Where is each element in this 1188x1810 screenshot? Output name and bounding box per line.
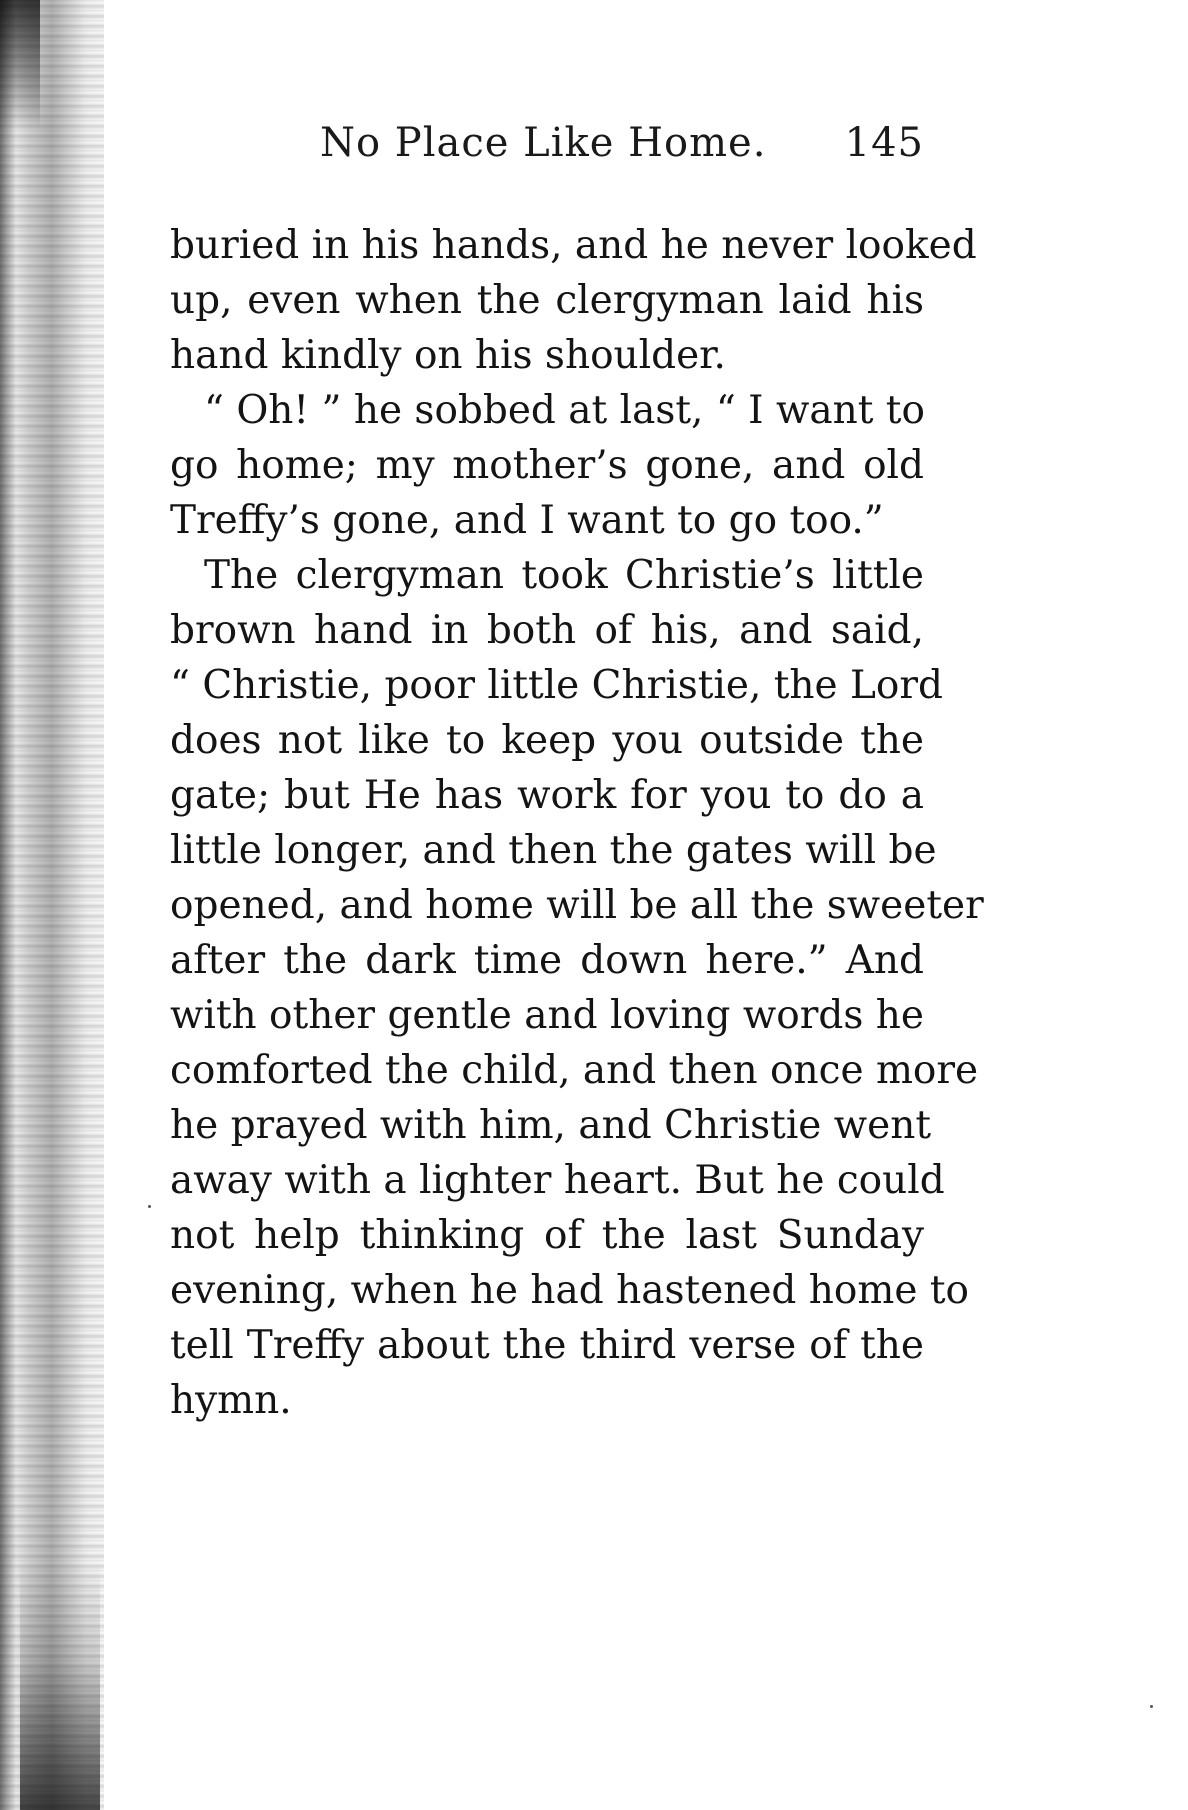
print-speck: [148, 1205, 151, 1208]
print-speck: [1150, 1705, 1153, 1708]
page-number: 145: [844, 120, 924, 166]
text-line: comforted the child, and then once more: [170, 1048, 979, 1093]
text-line: “ Oh! ” he sobbed at last, “ I want to: [204, 388, 925, 433]
text-line: not help thinking of the last Sunday: [170, 1213, 924, 1258]
text-line: “ Christie, poor little Christie, the Lord: [170, 663, 944, 708]
body-text: [170, 218, 984, 1428]
text-line: does not like to keep you outside the: [170, 718, 924, 763]
page-header: [320, 120, 924, 180]
text-line: brown hand in both of his, and said,: [170, 608, 924, 653]
binding-gutter-bottom-shadow: [20, 1560, 100, 1810]
text-line: gate; but He has work for you to do a: [170, 773, 924, 818]
text-line: after the dark time down here.” And: [170, 938, 924, 983]
text-line: The clergyman took Christie’s little: [204, 553, 924, 598]
text-line: he prayed with him, and Christie went: [170, 1103, 932, 1148]
text-line: Treffy’s gone, and I want to go too.”: [170, 498, 884, 543]
binding-gutter-top-shadow: [0, 0, 40, 130]
text-line: go home; my mother’s gone, and old: [170, 443, 924, 488]
running-title: No Place Like Home.: [320, 120, 767, 166]
binding-gutter-shadow: [0, 0, 104, 1810]
text-line: up, even when the clergyman laid his: [170, 278, 924, 323]
text-line: hymn.: [170, 1378, 292, 1423]
text-line: tell Treffy about the third verse of the: [170, 1323, 924, 1368]
text-line: away with a lighter heart. But he could: [170, 1158, 945, 1203]
text-line: little longer, and then the gates will be: [170, 828, 937, 873]
text-line: hand kindly on his shoulder.: [170, 333, 726, 378]
text-line: buried in his hands, and he never looked: [170, 223, 977, 268]
text-line: opened, and home will be all the sweeter: [170, 883, 984, 928]
text-line: with other gentle and loving words he: [170, 993, 924, 1038]
text-line: evening, when he had hastened home to: [170, 1268, 969, 1313]
